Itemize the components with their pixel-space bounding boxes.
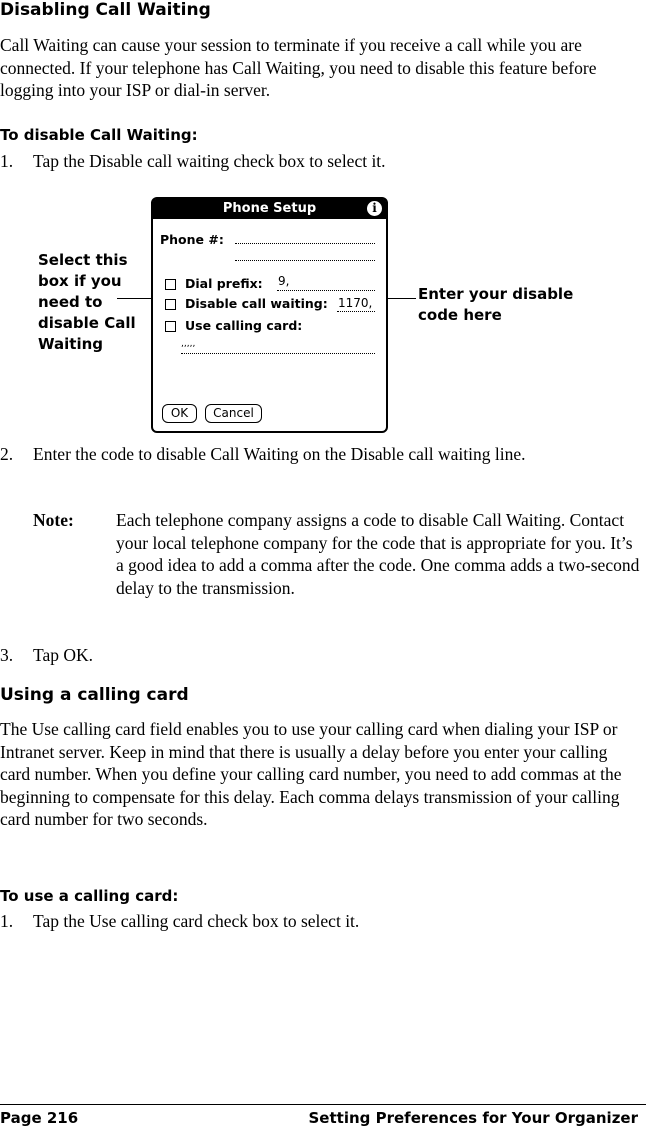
procedure2-title: To use a calling card:	[0, 887, 179, 905]
step-number: 1.	[0, 911, 14, 931]
phone-field[interactable]	[235, 243, 375, 244]
footer-page: Page 216	[0, 1109, 79, 1127]
screen-title: Phone Setup	[222, 201, 317, 216]
step-number: 3.	[0, 645, 14, 665]
phone-setup-screen	[151, 197, 388, 433]
calling-card-checkbox[interactable]	[165, 321, 176, 332]
list-item	[0, 644, 646, 668]
dial-prefix-field[interactable]	[277, 290, 375, 291]
callout-checkbox: Select this box if you need to disable Call Waiting	[38, 251, 136, 353]
step-number: 2.	[0, 444, 14, 464]
step-text: Tap OK.	[33, 645, 94, 665]
calling-card-label: Use calling card:	[185, 318, 303, 333]
note-label: Note:	[33, 510, 74, 530]
dial-prefix-value: 9,	[278, 274, 290, 288]
calling-card-field[interactable]	[181, 353, 375, 354]
dial-prefix-checkbox[interactable]	[165, 279, 176, 290]
phone-label: Phone #:	[160, 232, 224, 247]
step-text: Tap the Use calling card check box to select it.	[33, 911, 360, 931]
footer-rule	[0, 1104, 646, 1105]
info-icon[interactable]: i	[367, 201, 382, 216]
note	[33, 509, 643, 629]
screen-title-bar	[153, 199, 386, 219]
section2-paragraph: The Use calling card field enables you to use your calling card when dialing your ISP or Intranet server. Keep in mind that there is usually a delay before you enter your calling card number. When you define your calling card number, you need to add commas at the beginning to compensate for this delay. Each comma delays transmission of your calling card number for two seconds.	[0, 719, 622, 829]
disable-call-waiting-value: 1170,	[338, 296, 373, 310]
callout-code: Enter your disable code here	[418, 285, 574, 324]
disable-call-waiting-checkbox[interactable]	[165, 299, 176, 310]
dial-prefix-label: Dial prefix:	[185, 276, 263, 291]
footer-chapter: Setting Preferences for Your Organizer	[308, 1109, 638, 1127]
list-item	[0, 443, 646, 491]
section-title: Disabling Call Waiting	[0, 0, 211, 20]
note-text: Each telephone company assigns a code to disable Call Waiting. Contact your local telephone company for the code that is appropriate for you. It’s a good idea to add a comma after the code. One comma adds a two-second delay to the transmission.	[116, 510, 640, 598]
procedure-title: To disable Call Waiting:	[0, 126, 198, 144]
step-text: Enter the code to disable Call Waiting on the Disable call waiting line.	[33, 444, 526, 464]
ok-button[interactable]: OK	[162, 404, 197, 423]
phone-field-line2[interactable]	[235, 260, 375, 261]
step-text: Tap the Disable call waiting check box to select it.	[33, 151, 386, 171]
cancel-button[interactable]: Cancel	[205, 404, 262, 423]
disable-call-waiting-label: Disable call waiting:	[185, 296, 328, 311]
disable-call-waiting-field[interactable]	[337, 311, 375, 312]
section2-title: Using a calling card	[0, 685, 189, 705]
intro-paragraph: Call Waiting can cause your session to terminate if you receive a call while you are connected. If your telephone has Call Waiting, you need to disable this feature before logging into your ISP or dial-in server.	[0, 35, 597, 100]
step-number: 1.	[0, 151, 14, 171]
list-item	[0, 150, 646, 174]
list-item	[0, 910, 646, 934]
calling-card-value: ,,,,,	[181, 339, 196, 349]
